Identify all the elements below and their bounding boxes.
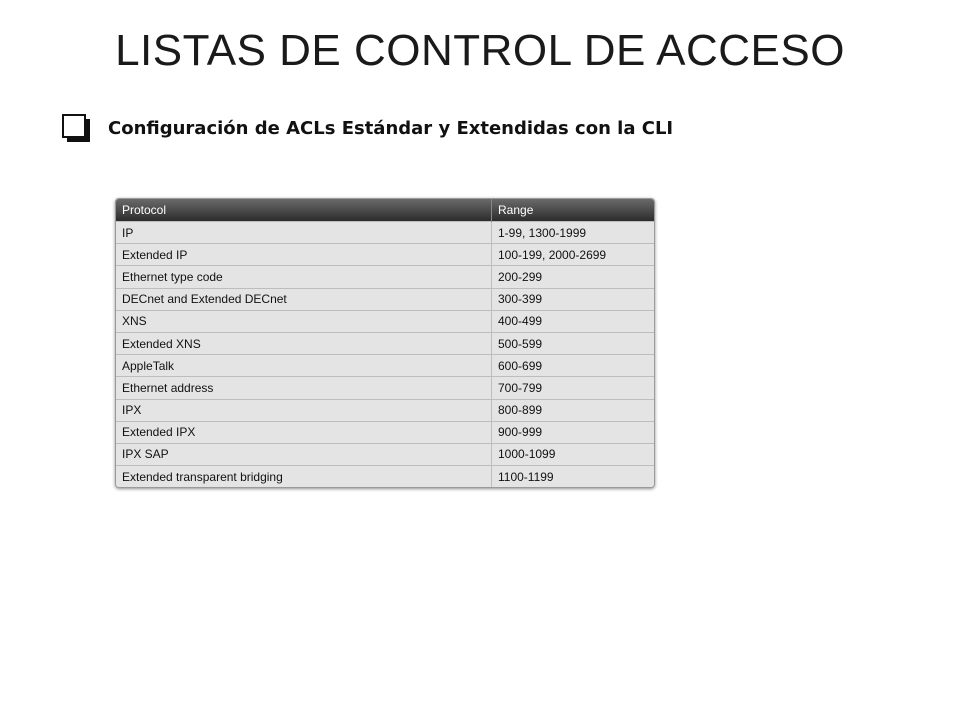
acl-range-table: [115, 198, 655, 488]
protocol-cell: IPX: [116, 399, 492, 421]
checkbox-bullet-icon: [62, 114, 90, 142]
range-cell: 900-999: [492, 421, 655, 443]
protocol-cell: XNS: [116, 310, 492, 332]
range-cell: 400-499: [492, 310, 655, 332]
range-cell: 1100-1199: [492, 466, 655, 488]
range-cell: 700-799: [492, 377, 655, 399]
range-cell: 600-699: [492, 355, 655, 377]
range-cell: 100-199, 2000-2699: [492, 244, 655, 266]
range-cell: 300-399: [492, 288, 655, 310]
bullet-item: [62, 114, 673, 142]
protocol-cell: Ethernet type code: [116, 266, 492, 288]
protocol-cell: IPX SAP: [116, 443, 492, 465]
range-cell: 800-899: [492, 399, 655, 421]
table-row: [116, 443, 654, 465]
protocol-cell: AppleTalk: [116, 355, 492, 377]
protocol-cell: IP: [116, 222, 492, 244]
table-row: [116, 421, 654, 443]
table-row: [116, 288, 654, 310]
table-row: [116, 466, 654, 488]
range-cell: 1000-1099: [492, 443, 655, 465]
protocol-cell: Ethernet address: [116, 377, 492, 399]
bullet-text: Configuración de ACLs Estándar y Extendidas con la CLI: [108, 117, 674, 139]
table-row: [116, 332, 654, 354]
slide-title: LISTAS DE CONTROL DE ACCESO: [115, 26, 845, 75]
protocol-cell: Extended IPX: [116, 421, 492, 443]
table-row: [116, 399, 654, 421]
table-row: [116, 244, 654, 266]
table-row: [116, 222, 654, 244]
table-row: [116, 377, 654, 399]
table-row: [116, 266, 654, 288]
column-header-range: Range: [492, 199, 655, 222]
range-cell: 1-99, 1300-1999: [492, 222, 655, 244]
table-row: [116, 310, 654, 332]
protocol-cell: Extended transparent bridging: [116, 466, 492, 488]
table-header-row: [116, 199, 654, 222]
range-cell: 500-599: [492, 332, 655, 354]
protocol-cell: Extended XNS: [116, 332, 492, 354]
protocol-cell: Extended IP: [116, 244, 492, 266]
range-cell: 200-299: [492, 266, 655, 288]
protocol-cell: DECnet and Extended DECnet: [116, 288, 492, 310]
table-row: [116, 355, 654, 377]
column-header-protocol: Protocol: [116, 199, 492, 222]
